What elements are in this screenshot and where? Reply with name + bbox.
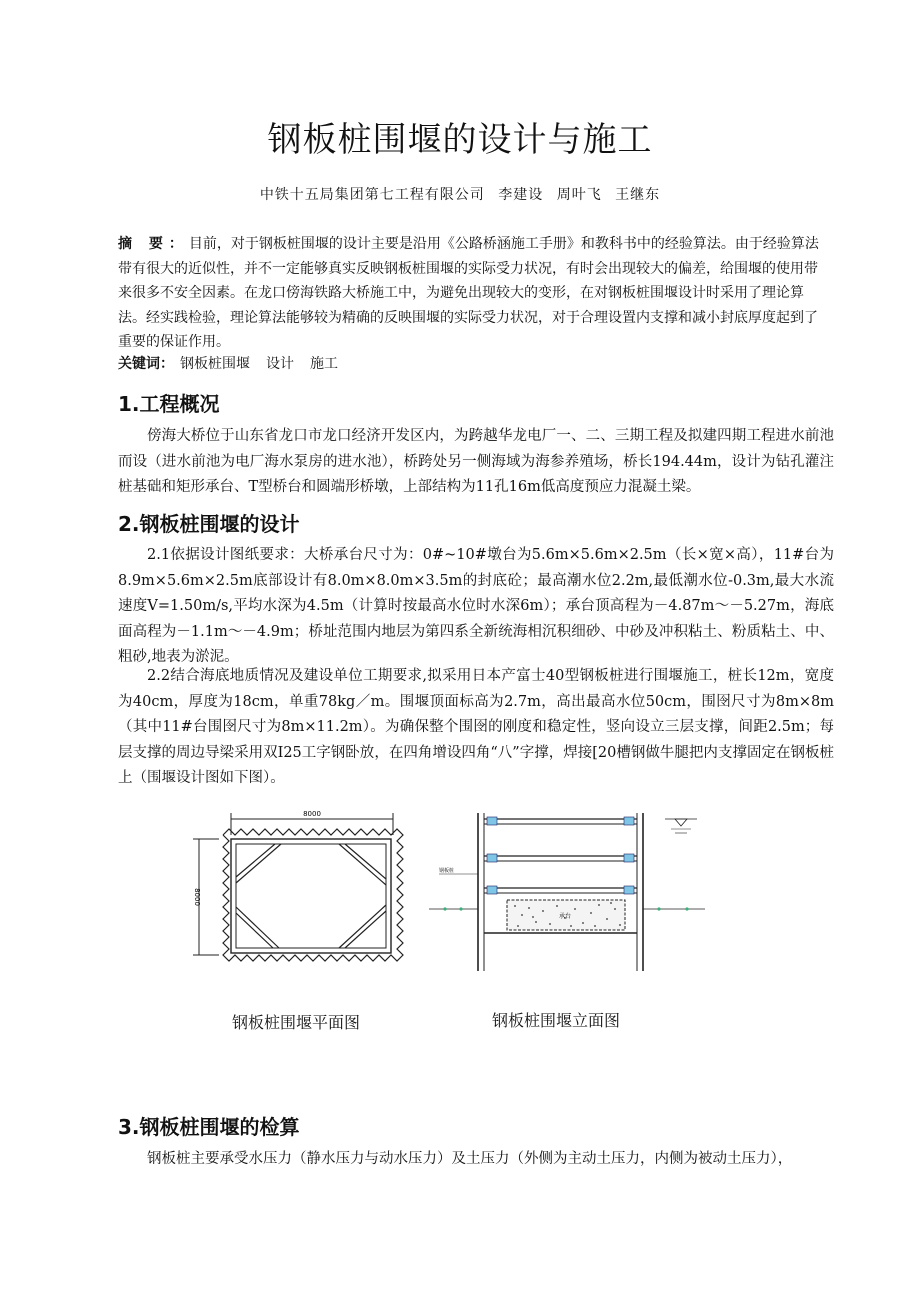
author-name: 李建设 <box>498 187 544 203</box>
dimension-label: 8000 <box>303 810 321 818</box>
section-heading: 1.工程概况 <box>118 392 220 416</box>
paragraph: 2.1依据设计图纸要求：大桥承台尺寸为：0#~10#墩台为5.6m×5.6m×2.5m（长×宽×高），11#台为8.9m×5.6m×2.5m底部设计有8.0m×8.0m×3.5m的封底砼；最高潮水位2.2m,最低潮水位-0.3m,最大水流速度V=1.50m/s,平均水深为4.5m（计算时按最高水位时水深6m）；承台顶高程为－4.87m～－5.27m，海底面高程为－1.1m～－4.9m；桥址范围内地层为第四系全新统海相沉积细砂、中砂及冲积粘土、粉质粘土、中、粗砂,地表为淤泥。 <box>118 547 834 665</box>
plan-view-figure <box>185 805 415 985</box>
paragraph: 钢板桩主要承受水压力（静水压力与动水压力）及土压力（外侧为主动土压力，内侧为被动土压力）， <box>147 1151 793 1167</box>
corner-brace <box>339 905 386 948</box>
abstract-label: 摘 要： <box>118 236 189 252</box>
corner-brace <box>345 844 386 879</box>
corner-brace <box>236 844 281 883</box>
keyword: 钢板桩围堰 <box>180 356 250 372</box>
corner-brace <box>236 907 279 948</box>
abstract-text: 目前，对于钢板桩围堰的设计主要是沿用《公路桥涵施工手册》和教科书中的经验算法。由于经验算法带有很大的近似性，并不一定能够真实反映钢板桩围堰的实际受力状况，有时会出现较大的偏差，给围堰的使用带来很多不安全因素。在龙口傍海铁路大桥施工中，为避免出现较大的变形，在对钢板桩围堰设计时采用了理论算法。经实践检验，理论算法能够较为精确的反映围堰的实际受力状况，对于合理设置内支撑和减小封底厚度起到了重要的保证作用。 <box>118 236 819 350</box>
corner-brace <box>236 913 273 948</box>
figure-caption: 钢板桩围堰平面图 <box>232 1013 361 1032</box>
paper-title: 钢板桩围堰的设计与施工 <box>267 120 653 160</box>
strut-level <box>484 886 637 894</box>
corner-brace <box>339 844 386 885</box>
paragraph: 2.2结合海底地质情况及建设单位工期要求,拟采用日本产富士40型钢板桩进行围堰施工，桩长12m，宽度为40cm，厚度为18cm，单重78kg／m。围堰顶面标高为2.7m，高出最高水位50cm，围囹尺寸为8m×8m（其中11#台围囹尺寸为8m×11.2m）。为确保整个围囹的刚度和稳定性，竖向设立三层支撑，间距2.5m；每层支撑的周边导梁采用双I25工字钢卧放，在四角增设四角“八”字撑，焊接[20槽钢做牛腿把内支撑固定在钢板桩上（围堰设计图如下图）。 <box>118 668 834 786</box>
paragraph: 傍海大桥位于山东省龙口市龙口经济开发区内，为跨越华龙电厂一、二、三期工程及拟建四期工程进水前池而设（进水前池为电厂海水泵房的进水池），桥跨处另一侧海域为海参养殖场，桥长194.44m，设计为钻孔灌注桩基础和矩形承台、T型桥台和圆端形桥墩，上部结构为11孔16m低高度预应力混凝土梁。 <box>118 428 834 495</box>
corner-brace <box>236 844 275 877</box>
pile-cap-label: 承台 <box>558 913 572 920</box>
keywords-label: 关键词： <box>118 356 174 372</box>
keyword: 设计 <box>266 356 294 372</box>
strut-level <box>484 817 637 825</box>
keywords <box>118 353 348 373</box>
abstract <box>118 232 830 355</box>
figure-caption: 钢板桩围堰立面图 <box>492 1011 621 1030</box>
author-line <box>0 184 920 204</box>
water-level-icon <box>665 819 697 833</box>
section-heading: 2.钢板桩围堰的设计 <box>118 512 300 536</box>
dimension-label: 8000 <box>193 888 201 906</box>
keyword: 施工 <box>310 356 338 372</box>
author-name: 王继东 <box>615 187 661 203</box>
elevation-view-figure <box>425 805 710 977</box>
author-organization: 中铁十五局集团第七工程有限公司 <box>259 187 485 203</box>
section-heading: 3.钢板桩围堰的检算 <box>118 1115 300 1139</box>
waler-frame <box>231 839 391 953</box>
pile-label: 钢板桩 <box>439 868 455 874</box>
author-name: 周叶飞 <box>556 187 602 203</box>
corner-brace <box>345 911 386 948</box>
sheet-pile-outline <box>223 829 403 961</box>
strut-level <box>484 854 637 862</box>
